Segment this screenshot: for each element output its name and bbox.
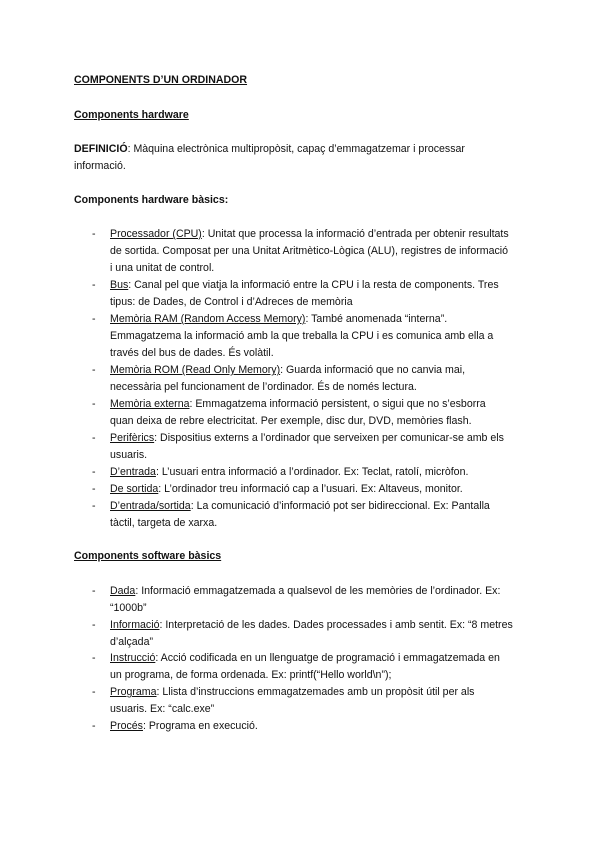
list-item (110, 718, 535, 735)
list-item-term: Procés (110, 720, 143, 732)
list-item-text: : Llista d’instruccions emmagatzemades amb un propòsit útil per als (156, 686, 475, 698)
list-item-text: usuaris. Ex: “calc.exe” (110, 703, 215, 715)
list-item-text: necessària pel funcionament de l’ordinador. És de només lectura. (110, 381, 417, 393)
list-item (110, 226, 535, 277)
list-bullet: - (92, 483, 96, 495)
list-item (110, 464, 535, 481)
list-item-text: : L’usuari entra informació a l’ordinador. Ex: Teclat, ratolí, micròfon. (155, 466, 469, 478)
list-item-term: D’entrada (110, 466, 156, 478)
list-item-text: tipus: de Dades, de Control i d’Adreces de memòria (110, 296, 353, 308)
list-item-text: quan deixa de rebre electricitat. Per exemple, disc dur, DVD, memòries flash. (110, 415, 472, 427)
document-title: COMPONENTS D’UN ORDINADOR (74, 74, 248, 86)
list-bullet: - (92, 619, 96, 631)
list-item-text: un programa, de forma ordenada. Ex: printf(“Hello world\n”); (110, 669, 392, 681)
list-item (110, 311, 535, 362)
list-bullet: - (92, 313, 96, 325)
list-bullet: - (92, 686, 96, 698)
definition-paragraph (74, 141, 465, 158)
list-item-text: tàctil, targeta de xarxa. (110, 517, 218, 529)
list-item-text: : Canal pel que viatja la informació entre la CPU i la resta de components. Tres (128, 279, 499, 291)
list-bullet: - (92, 279, 96, 291)
list-bullet: - (92, 364, 96, 376)
list-item-term: Programa (110, 686, 157, 698)
list-bullet: - (92, 720, 96, 732)
list-item (110, 583, 535, 617)
hardware-section-heading: Components hardware (74, 109, 189, 121)
list-item (110, 481, 535, 498)
list-item-term: Dada (110, 585, 136, 597)
list-item (110, 650, 535, 684)
list-bullet: - (92, 432, 96, 444)
list-item (110, 617, 535, 651)
list-item-text: : També anomenada “interna”. (305, 313, 448, 325)
list-item-text: : Emmagatzema informació persistent, o sigui que no s’esborra (189, 398, 486, 410)
list-bullet: - (92, 228, 96, 240)
list-item-term: Instrucció (110, 652, 156, 664)
list-item (110, 430, 535, 464)
list-item-term: Perifèrics (110, 432, 155, 444)
list-item-text: : Unitat que processa la informació d’entrada per obtenir resultats (201, 228, 509, 240)
list-item (110, 684, 535, 718)
list-item-text: Emmagatzema la informació amb la que treballa la CPU i es comunica amb ella a (110, 330, 494, 342)
list-item-text: de sortida. Composat per una Unitat Aritmètico-Lògica (ALU), registres de informació (110, 245, 509, 257)
definition-text-line-2: informació. (74, 160, 126, 172)
list-bullet: - (92, 398, 96, 410)
list-item (110, 498, 535, 532)
list-item-term: Memòria externa (110, 398, 190, 410)
list-item-term: Processador (CPU) (110, 228, 202, 240)
list-item-text: : Interpretació de les dades. Dades processades i amb sentit. Ex: “8 metres (159, 619, 513, 631)
list-item (110, 277, 535, 311)
software-section-heading: Components software bàsics (74, 550, 222, 562)
list-bullet: - (92, 652, 96, 664)
list-item-term: De sortida (110, 483, 159, 495)
definition-text-line-1: : Màquina electrònica multipropòsit, capaç d’emmagatzemar i processar (127, 143, 465, 155)
definition-label: DEFINICIÓ (74, 143, 128, 155)
list-item-text: “1000b” (110, 602, 147, 614)
list-item-term: D’entrada/sortida (110, 500, 191, 512)
list-item (110, 362, 535, 396)
list-item-text: i una unitat de control. (110, 262, 215, 274)
list-item-text: : Programa en execució. (142, 720, 258, 732)
list-item-text: : La comunicació d’informació pot ser bidireccional. Ex: Pantalla (190, 500, 490, 512)
list-item-term: Bus (110, 279, 129, 291)
list-item-text: través del bus de dades. És volàtil. (110, 347, 274, 359)
list-item-text: : Dispositius externs a l’ordinador que serveixen per comunicar-se amb els (154, 432, 504, 444)
list-item-term: Informació (110, 619, 160, 631)
list-item-text: : Guarda informació que no canvia mai, (280, 364, 466, 376)
list-item-text: : Acció codificada en un llenguatge de programació i emmagatzemada en (155, 652, 500, 664)
list-item-text: usuaris. (110, 449, 148, 461)
hardware-basics-heading: Components hardware bàsics: (74, 194, 229, 206)
list-item-term: Memòria ROM (Read Only Memory) (110, 364, 281, 376)
list-bullet: - (92, 466, 96, 478)
list-item-term: Memòria RAM (Random Access Memory) (110, 313, 306, 325)
list-bullet: - (92, 585, 96, 597)
list-item (110, 396, 535, 430)
list-bullet: - (92, 500, 96, 512)
list-item-text: : Informació emmagatzemada a qualsevol de les memòries de l’ordinador. Ex: (135, 585, 501, 597)
list-item-text: d’alçada” (110, 636, 153, 648)
list-item-text: : L’ordinador treu informació cap a l’usuari. Ex: Altaveus, monitor. (158, 483, 463, 495)
